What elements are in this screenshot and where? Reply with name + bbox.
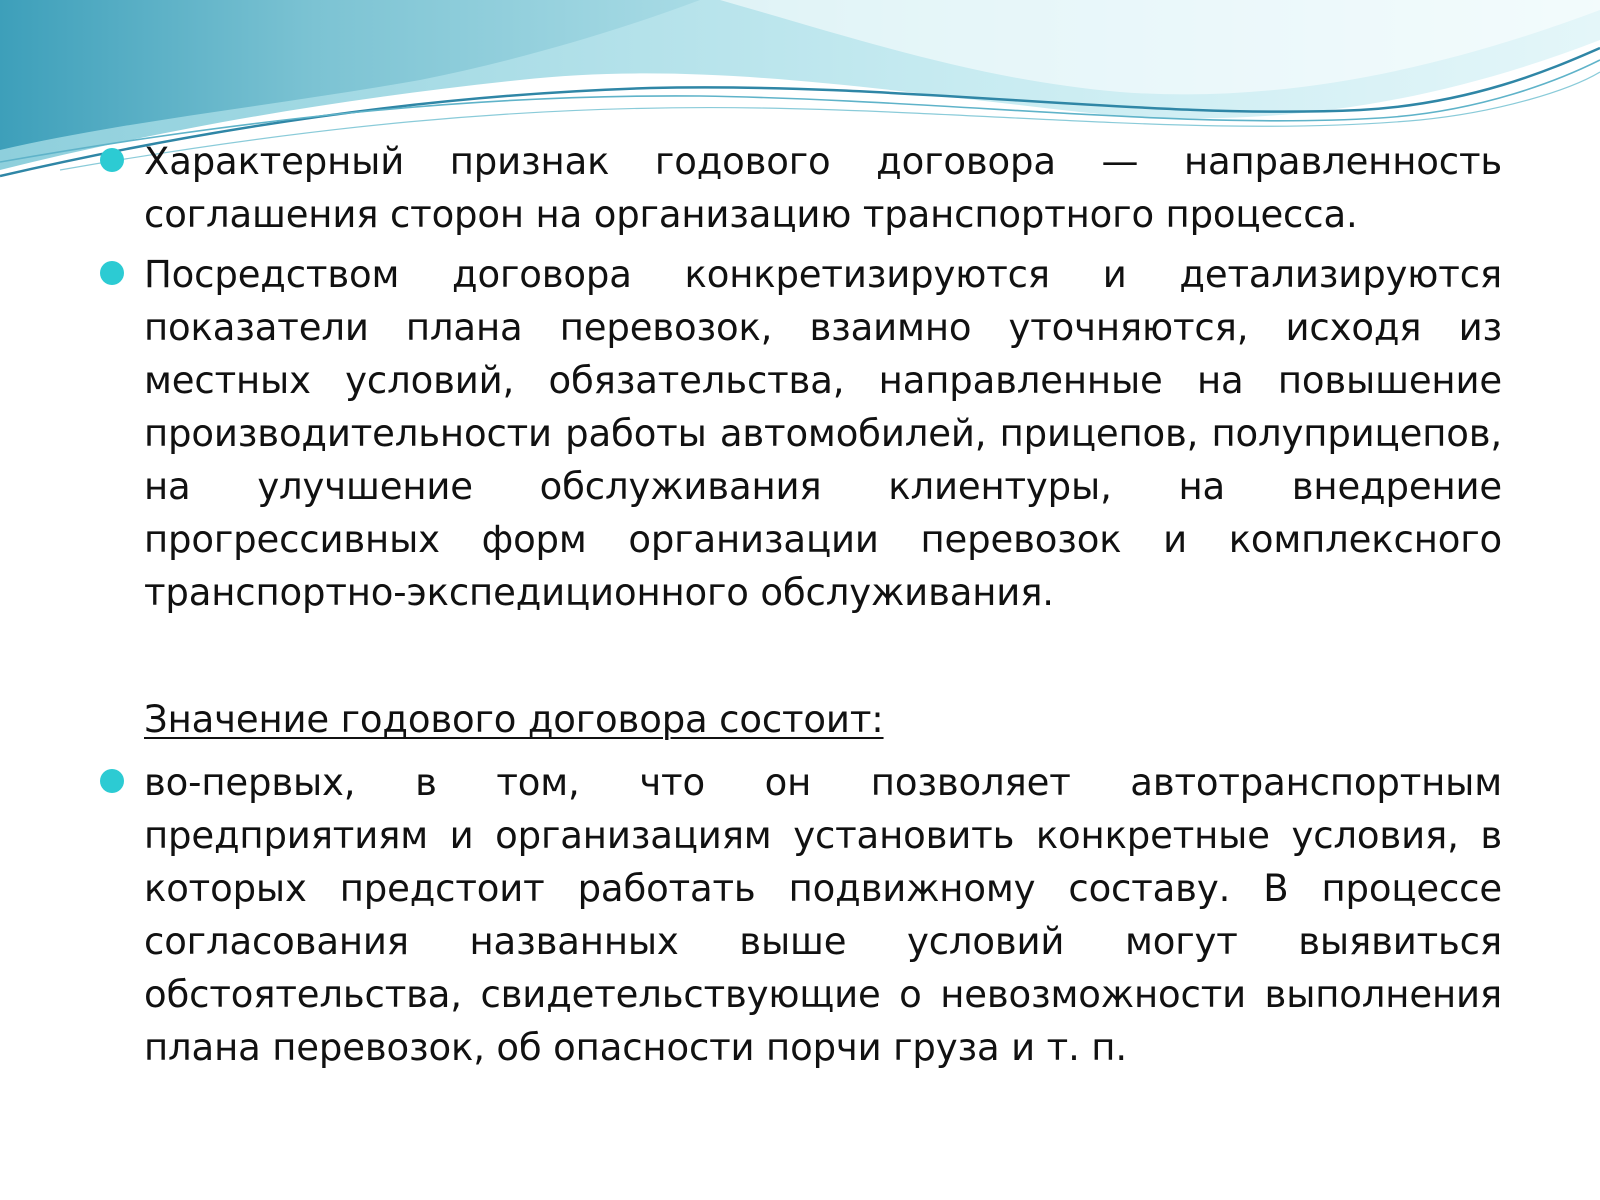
bullet-dot-icon [100, 148, 124, 172]
bullet-item-first-point [144, 756, 1502, 1074]
bullet-item-characteristic [144, 135, 1502, 241]
bullet-text: во-первых, в том, что он позволяет автотранспортным предприятиям и организациям установить конкретные условия, в которых предстоит работать подвижному составу. В процессе согласования названных выше условий могут выявиться обстоятельства, свидетельствующие о невозможности выполнения плана перевозок, об опасности порчи груза и т. п. [144, 761, 1502, 1069]
bullet-dot-icon [100, 769, 124, 793]
bullet-text: Характерный признак годового договора — направленность соглашения сторон на организацию транспортного процесса. [144, 140, 1502, 236]
bullet-item-contract-details [144, 248, 1502, 619]
bullet-text: Посредством договора конкретизируются и детализируются показатели плана перевозок, взаимно уточняются, исходя из местных условий, обязательства, направленные на повышение производительности работы автомобилей, прицепов, полуприцепов, на улучшение обслуживания клиентуры, на внедрение прогрессивных форм организации перевозок и комплексного транспортно-экспедиционного обслуживания. [144, 253, 1502, 614]
bullet-dot-icon [100, 261, 124, 285]
section-subheading: Значение годового договора состоит: [144, 698, 884, 741]
